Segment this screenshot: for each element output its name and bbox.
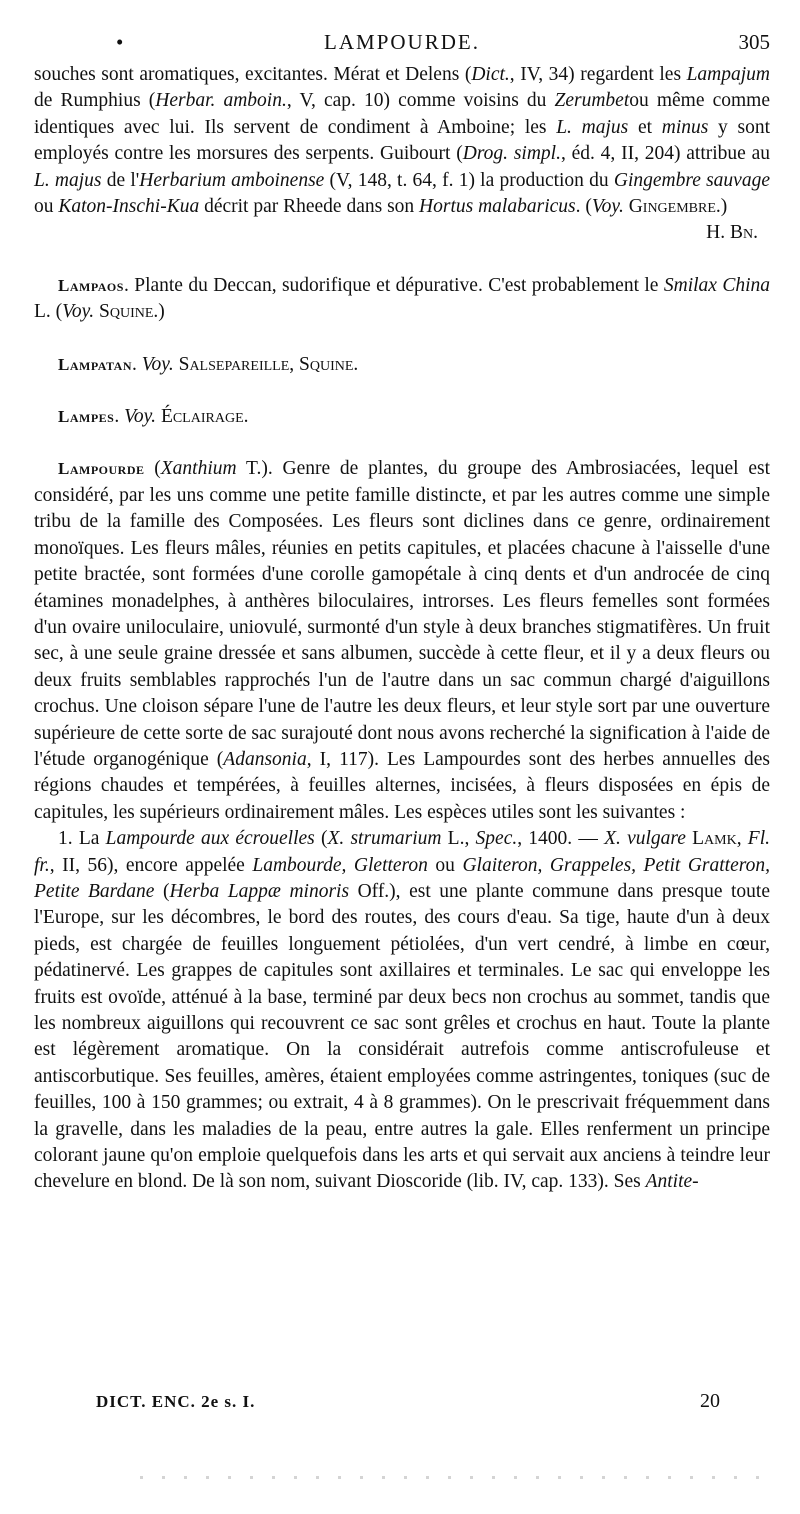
entry-lampatan: Lampatan. Voy. Salsepareille, Squine. bbox=[58, 353, 359, 375]
page-body bbox=[34, 62, 770, 1196]
page-number: 305 bbox=[738, 30, 770, 54]
spacer bbox=[34, 326, 770, 352]
header-title: LAMPOURDE. bbox=[324, 30, 480, 54]
running-header bbox=[34, 30, 770, 58]
page-footer bbox=[96, 1392, 750, 1418]
author-signature: H. Bn. bbox=[706, 222, 758, 244]
entry-headword: Lampaos bbox=[58, 275, 124, 295]
entry-headword: Lampatan bbox=[58, 354, 132, 374]
gathering-number: 20 bbox=[700, 1390, 720, 1412]
spacer bbox=[34, 247, 770, 273]
spacer bbox=[34, 430, 770, 456]
show-through-bleed bbox=[140, 1476, 770, 1479]
species-1-paragraph: 1. La Lampourde aux écrouelles (X. strumarium L., Spec., 1400. — X. vulgare Lamk, Fl. fr., II, 56), encore appelée Lambourde, Gletteron ou Glaiteron, Grappeles, Petit Gratteron, Petite Bardane (Herba Lappæ minoris Off.), est une plante commune dans presque toute l'Europe, sur les décombres, le bord des routes, des cours d'eau. Sa tige, haute d'un à deux pieds, est chargée de feuilles longuement pétiolées, d'un vert cendré, à limbe en cœur, pédatinervé. Les grappes de capitules sont axillaires et terminales. Le sac qui enveloppe les fruits est ovoïde, atténué à la base, terminé par deux becs non crochus au sommet, tandis que les nombreux aiguillons qui recouvrent ce sac sont grêles et crochus en haut. Toute la plante est légèrement aromatique. On la considérait autrefois comme antiscrofuleuse et antiscorbutique. Ses feuilles, amères, étaient employées comme astringentes, toniques (suc de feuilles, 100 à 150 grammes; ou extrait, 4 à 8 grammes). On le prescrivait fréquemment dans la gravelle, dans les maladies de la peau, entre autres la gale. Elles renferment un principe colorant jaune qu'on emploie quelquefois dans les arts et qui servait aux anciens à teindre leur chevelure en blond. De là son nom, suivant Dioscoride (lib. IV, cap. 133). Ses Antite- bbox=[34, 828, 771, 1193]
continuation-paragraph: souches sont aromatiques, excitantes. Mérat et Delens (Dict., IV, 34) regardent les Lampajum de Rumphius (Herbar. amboin., V, cap. 10) comme voisins du Zerumbetou même comme identiques avec lui. Ils servent de condiment à Amboine; les L. majus et minus y sont employés contre les morsures des serpents. Guibourt (Drog. simpl., éd. 4, II, 204) attribue au L. majus de l'Herbarium amboinense (V, 148, t. 64, f. 1) la production du Gingembre sauvage ou Katon-Inschi-Kua décrit par Rheede dans son Hortus malabaricus. (Voy. Gingembre.) bbox=[34, 64, 771, 218]
entry-headword: Lampes bbox=[58, 407, 115, 427]
signature-mark: DICT. ENC. 2e s. I. bbox=[96, 1392, 256, 1411]
entry-lampourde: Lampourde (Xanthium T.). Genre de plantes, du groupe des Ambrosiacées, lequel est considéré, par les uns comme une petite famille distincte, et par les autres comme une simple tribu de la famille des Composées. Les fleurs sont diclines dans ce genre, ordinairement monoïques. Les fleurs mâles, réunies en petits capitules, et placées chacune à l'aisselle d'une petite bractée, sont formées d'une corolle gamopétale à cinq dents et d'un androcée de cinq étamines monadelphes, à anthères biloculaires, introrses. Les fleurs femelles sont formées d'un ovaire uniloculaire, uniovulé, surmonté d'un style à deux branches stigmatifères. Un fruit sec, à une seule graine dressée et sans albumen, succède à cette fleur, et il y a deux fleurs ou deux fruits semblables rapprochés l'un de l'autre dans un sac commun chargé d'aiguillons crochus. Une cloison sépare l'une de l'autre les deux fleurs, et leur style sort par une ouverture supérieure de cette sorte de sac surajouté dont nous avons recherché la signification à l'aide de l'étude organogénique (Adansonia, I, 117). Les Lampourdes sont des herbes annuelles des régions chaudes et tempérées, à feuilles alternes, incisées, à fleurs disposées en épis de capitules, les supérieurs ordinairement mâles. Les espèces utiles sont les suivantes : bbox=[34, 458, 770, 823]
entry-lampaos: Lampaos. Plante du Deccan, sudorifique et dépurative. C'est probablement le Smilax China L. (Voy. Squine.) bbox=[34, 274, 770, 323]
entry-headword: Lampourde bbox=[58, 459, 145, 479]
entry-lampes: Lampes. Voy. Éclairage. bbox=[58, 406, 249, 428]
header-bullet: • bbox=[116, 30, 124, 54]
spacer bbox=[34, 378, 770, 404]
